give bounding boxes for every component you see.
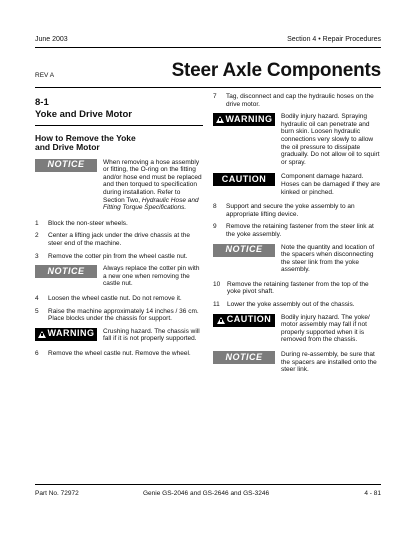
step-11 <box>213 301 381 309</box>
warning-hydraulic-oil <box>213 113 381 166</box>
step-text: Center a lifting jack under the drive chassis at the steer end of the machine. <box>48 232 190 248</box>
step-1 <box>35 220 203 228</box>
step-text: Remove the retaining fastener from the top of the yoke pivot shaft. <box>227 280 369 296</box>
caution-yoke-fall <box>213 314 381 344</box>
procedure-title-line2: and Drive Motor <box>35 142 100 153</box>
caution-badge-label: CAUTION <box>226 314 272 325</box>
caution-badge: CAUTION <box>213 173 275 186</box>
right-column <box>213 93 381 381</box>
notice-text: Note the quantity and location of the spacers when disconnecting the steer link from the yoke assembly. <box>281 243 375 274</box>
page-title: Steer Axle Components <box>171 60 381 81</box>
section-title: Yoke and Drive Motor <box>35 108 132 120</box>
caution-hose-damage <box>213 173 381 196</box>
step-number: 4 <box>35 295 39 302</box>
step-4 <box>35 295 203 303</box>
step-text: Raise the machine approximately 14 inches / 36 cm. Place blocks under the chassis for support. <box>48 307 199 323</box>
step-text: Remove the wheel castle nut. Remove the wheel. <box>48 349 191 357</box>
warning-crushing-hazard <box>35 328 203 343</box>
warning-badge-label: WARNING <box>47 328 95 339</box>
warning-badge-label: WARNING <box>225 113 273 124</box>
step-5 <box>35 308 203 323</box>
notice-reference: Hydraulic Hose and Fitting Torque Specifications. <box>103 196 199 212</box>
notice-cotter-pin <box>35 265 203 288</box>
notice-badge: NOTICE <box>213 244 275 257</box>
step-8 <box>213 203 381 218</box>
notice-reassembly <box>213 351 381 374</box>
step-text: Tag, disconnect and cap the hydraulic hoses on the drive motor. <box>226 93 374 108</box>
step-6 <box>35 350 203 358</box>
step-number: 7 <box>213 93 217 100</box>
step-number: 2 <box>35 232 39 240</box>
step-text: Lower the yoke assembly out of the chassis. <box>227 301 355 309</box>
step-text: Remove the retaining fastener from the steer link at the yoke assembly. <box>226 223 374 238</box>
step-3 <box>35 253 203 261</box>
step-number: 3 <box>35 252 39 260</box>
warning-text: Crushing hazard. The chassis will fall if it is not properly supported. <box>103 327 200 343</box>
notice-text: During re-assembly, be sure that the spacers are installed onto the steer link. <box>281 351 377 374</box>
step-number: 9 <box>213 223 217 231</box>
footer-model: Genie GS-2046 and GS-2646 and GS-3246 <box>143 490 270 497</box>
title-rule <box>35 87 381 88</box>
revision-label: REV A <box>35 72 55 79</box>
warning-triangle-icon <box>38 331 46 338</box>
procedure-title <box>35 134 203 153</box>
caution-text: Component damage hazard. Hoses can be damaged if they are kinked or pinched. <box>281 173 381 196</box>
notice-badge: NOTICE <box>35 159 97 172</box>
section-rule <box>35 125 203 126</box>
header-rule <box>35 47 381 48</box>
header-date: June 2003 <box>35 36 68 43</box>
step-7 <box>213 93 381 108</box>
step-number: 10 <box>213 280 221 288</box>
notice-text: When removing a hose assembly or fitting, the O-ring on the fitting and/or hose end must be replaced and then torqued to specification during installation. Refer to Section Two, <box>103 158 202 204</box>
step-10 <box>213 281 381 296</box>
warning-badge <box>35 328 97 341</box>
footer-part-number: Part No. 72972 <box>35 490 79 497</box>
step-number: 11 <box>213 301 220 309</box>
warning-text: Bodily injury hazard. Spraying hydraulic oil can penetrate and burn skin. Loosen hydraulic connections very slowly to allow the oil pressure to dissipate gradually. Do not allow oil to squirt or spray. <box>281 113 380 166</box>
step-number: 6 <box>35 349 39 357</box>
section-number: 8-1 <box>35 97 49 108</box>
warning-badge <box>213 113 275 126</box>
header-section: Section 4 • Repair Procedures <box>287 36 381 43</box>
step-text: Remove the cotter pin from the wheel castle nut. <box>48 252 188 260</box>
procedure-title-line1: How to Remove the Yoke <box>35 132 136 143</box>
notice-hose-fitting <box>35 159 203 212</box>
notice-text: Always replace the cotter pin with a new one when removing the castle nut. <box>103 265 200 288</box>
step-text: Block the non-steer wheels. <box>48 219 128 227</box>
caution-badge <box>213 314 275 327</box>
step-number: 8 <box>213 203 217 211</box>
step-text: Loosen the wheel castle nut. Do not remove it. <box>48 295 182 302</box>
footer-page-number: 4 - 81 <box>364 490 381 497</box>
warning-triangle-icon <box>216 116 224 123</box>
caution-text: Bodily injury hazard. The yoke/ motor assembly may fall if not properly supported when it is removed from the chassis. <box>281 313 370 344</box>
left-column <box>35 93 203 363</box>
caution-triangle-icon <box>217 317 225 324</box>
notice-badge: NOTICE <box>35 265 97 278</box>
step-2 <box>35 232 203 247</box>
step-text: Support and secure the yoke assembly to an appropriate lifting device. <box>226 203 355 218</box>
step-9 <box>213 223 381 238</box>
step-number: 5 <box>35 307 39 315</box>
notice-badge: NOTICE <box>213 351 275 364</box>
notice-spacers <box>213 244 381 274</box>
footer-rule <box>35 484 381 485</box>
step-number: 1 <box>35 219 39 227</box>
